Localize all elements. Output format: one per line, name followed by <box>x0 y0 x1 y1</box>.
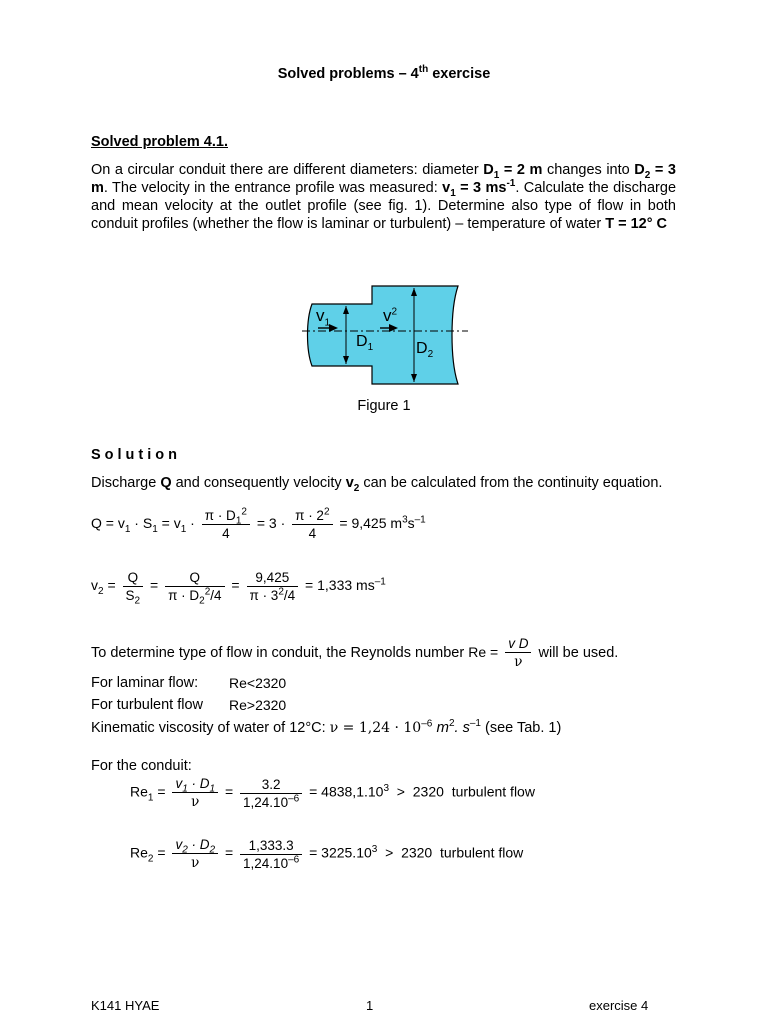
fig-d2-label: $D_2$ <box>416 340 434 361</box>
solution-heading: Solution <box>91 447 181 463</box>
equation-velocity: $v_2$ = $\frac{Q}{S_2}$ = $\frac{Q}{\pi \cdot D_2^2/4}$ = $\frac{9,425}{\pi \cdot 3^2/4}$ = 1,333 $ms^{-1}$ <box>91 570 386 607</box>
fig-d1-label: $D_1$ <box>356 333 374 354</box>
fig-v1-label: $v_1$ <box>316 306 331 329</box>
turbulent-label: For turbulent flow <box>91 697 204 713</box>
footer-exercise: exercise 4 <box>589 998 649 1013</box>
footer-page-number: 1 <box>366 998 374 1013</box>
figure-caption: Figure 1 <box>357 398 411 414</box>
conduit-label: For the conduit: <box>91 758 192 774</box>
laminar-condition: Re<2320 <box>229 675 287 691</box>
reynolds-intro: To determine type of flow in conduit, the Reynolds number Re = $\frac{\text{v D}}{\nu}$ will be used. <box>91 636 619 670</box>
conduit-shape <box>308 286 459 384</box>
laminar-label: For laminar flow: <box>91 675 199 691</box>
equation-re1: $Re_1$ = $\frac{v_1 \cdot D_1}{\nu}$ = $\frac{3.2}{1,24.10^{-6}}$ = $4838,1.10^3 > 2320$ turbulent flow <box>130 776 535 810</box>
page-title: Solved problems – 4th exercise <box>277 64 491 82</box>
problem-text: On a circular conduit there are different diameters: diameter $D_1 = 2$ m changes into $D_2 = 3$ m. The velocity in the entrance profile was measured: $v_1 = 3$ $ms^{-1}$. Calculate the discharge and mean velocity at the outlet profile (see fig. 1). Determine also type of flow in both conduit profiles (whether the flow is laminar or turbulent) – temperature of water T = 12° C <box>91 162 677 232</box>
solution-intro: Discharge Q and consequently velocity $v_2$ can be calculated from the continuity equation. <box>91 475 663 494</box>
conduit-figure <box>300 280 470 390</box>
problem-heading: Solved problem 4.1. <box>91 134 228 150</box>
turbulent-condition: Re>2320 <box>229 697 287 713</box>
viscosity-line: Kinematic viscosity of water of 12°C: $\nu = 1,24 \cdot 10^{-6}$ $m^2$. $s^{-1}$ (see Tab. 1) <box>91 718 562 736</box>
footer-course: K141 HYAE <box>91 998 160 1013</box>
equation-discharge: $Q = v_1 \cdot S_1 = v_1$ · $\frac{\pi \cdot D_1^2}{4}$ = 3 · $\frac{\pi \cdot 2^2}{4}$ = 9,425 $m^3s^{-1}$ <box>91 506 426 541</box>
equation-re2: $Re_2$ = $\frac{v_2 \cdot D_2}{\nu}$ = $\frac{1,333.3}{1,24.10^{-6}}$ = $3225.10^3 > 2320$ turbulent flow <box>130 837 524 871</box>
fig-v2-label: $v^2$ <box>383 306 398 325</box>
